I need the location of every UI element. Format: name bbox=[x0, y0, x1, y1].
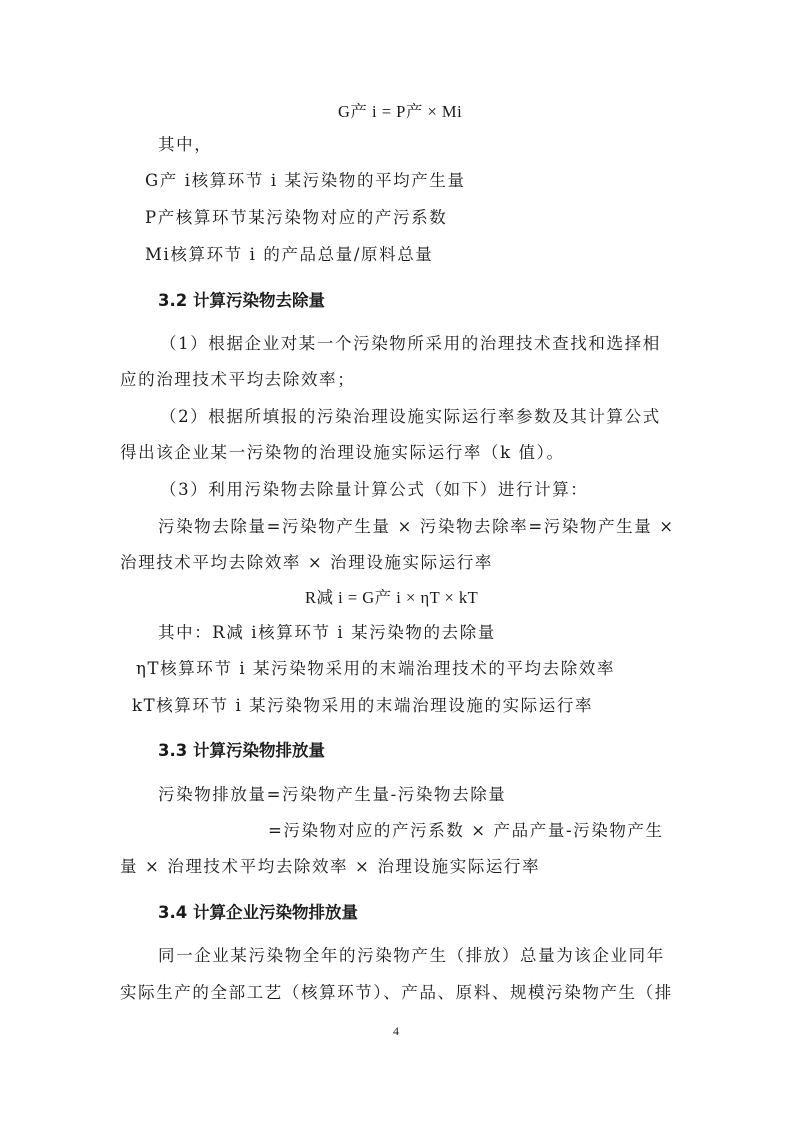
step2-line1: （2）根据所填报的污染治理设施实际运行率参数及其计算公式 bbox=[160, 407, 661, 426]
formula-r: R减 i = G产 i × ηT × kT bbox=[305, 588, 479, 607]
where-label: 其中， bbox=[158, 135, 213, 154]
removal-formula-text-line1: 污染物去除量=污染物产生量 × 污染物去除率=污染物产生量 × bbox=[158, 517, 675, 536]
definition-k: kT核算环节 i 某污染物采用的末端治理设施的实际运行率 bbox=[132, 696, 594, 715]
emission-line2: =污染物对应的产污系数 × 产品产量-污染物产生 bbox=[268, 821, 664, 840]
page-number: 4 bbox=[393, 1024, 399, 1038]
enterprise-line1: 同一企业某污染物全年的污染物产生（排放）总量为该企业同年 bbox=[158, 946, 665, 965]
removal-formula-text-line2: 治理技术平均去除效率 × 治理设施实际运行率 bbox=[120, 553, 494, 572]
step1-line2: 应的治理技术平均去除效率； bbox=[120, 370, 356, 389]
definition-m: Mi核算环节 i 的产品总量/原料总量 bbox=[145, 245, 434, 264]
step2-line2: 得出该企业某一污染物的治理设施实际运行率（k 值）。 bbox=[120, 443, 565, 462]
section-heading-3-2: 3.2 计算污染物去除量 bbox=[158, 291, 325, 310]
enterprise-line2: 实际生产的全部工艺（核算环节）、产品、原料、规模污染物产生（排 bbox=[120, 983, 673, 1002]
definition-r: 其中：R减 i核算环节 i 某污染物的去除量 bbox=[158, 623, 496, 642]
emission-line1: 污染物排放量=污染物产生量-污染物去除量 bbox=[158, 785, 507, 804]
definition-g: G产 i核算环节 i 某污染物的平均产生量 bbox=[145, 171, 466, 190]
definition-p: P产核算环节某污染物对应的产污系数 bbox=[145, 208, 448, 227]
formula-g: G产 i = P产 × Mi bbox=[338, 102, 463, 121]
definition-eta: ηT核算环节 i 某污染物采用的末端治理技术的平均去除效率 bbox=[136, 659, 616, 678]
section-heading-3-3: 3.3 计算污染物排放量 bbox=[158, 741, 325, 760]
step1-line1: （1）根据企业对某一个污染物所采用的治理技术查找和选择相 bbox=[160, 334, 661, 353]
emission-line3: 量 × 治理技术平均去除效率 × 治理设施实际运行率 bbox=[120, 857, 541, 876]
step3: （3）利用污染物去除量计算公式（如下）进行计算： bbox=[160, 480, 589, 499]
section-heading-3-4: 3.4 计算企业污染物排放量 bbox=[158, 903, 358, 922]
